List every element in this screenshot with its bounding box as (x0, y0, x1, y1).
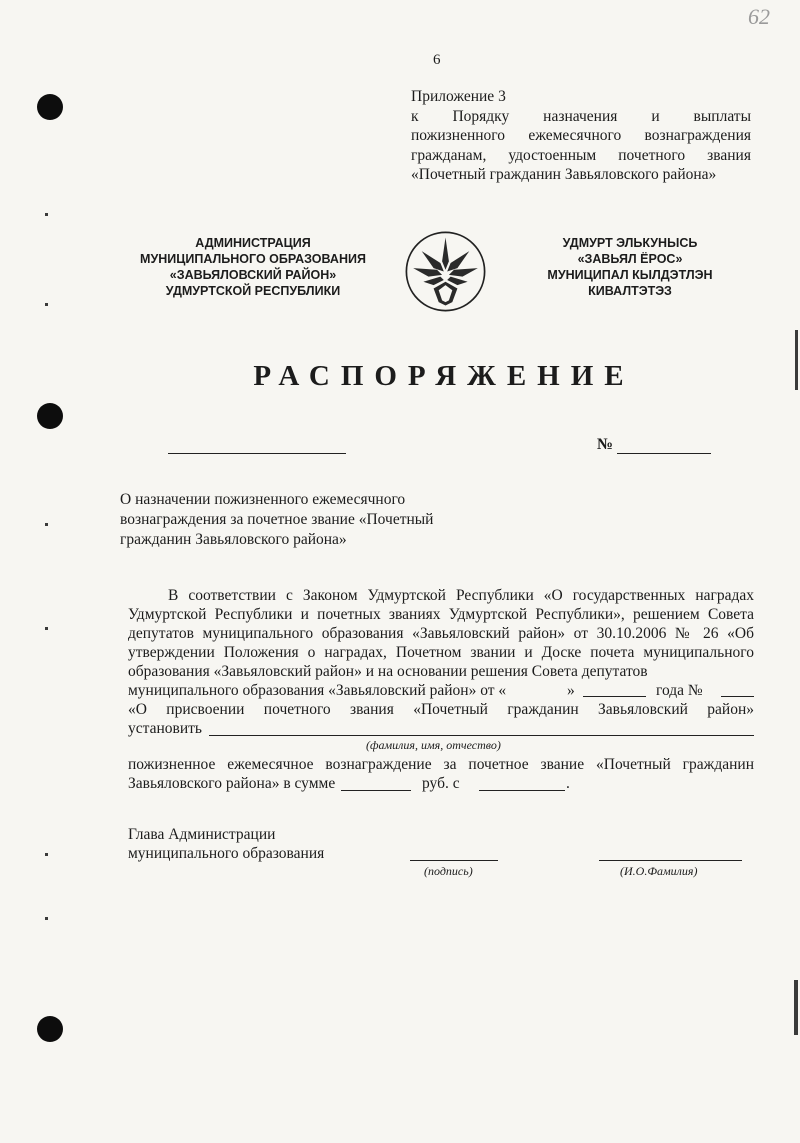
number-sign: № (597, 436, 614, 453)
ustanovit-label: установить (128, 720, 202, 737)
caption-fio: (фамилия, имя, отчество) (366, 738, 501, 752)
body-text: В соответствии с Законом Удмуртской Республики «О государственных наградах Удмуртской Республики и почетных званиях Удмуртской Республики», решением Совета депутатов муниципального образования «Завьяловский район» от 30.10.2006 № 26 «Об утверждении Положения о наградах, Почетном звании и Доске почета муниципального образования «Завьяловский район» и на основании решения Совета депутатов (128, 587, 754, 680)
binder-hole (37, 1016, 63, 1042)
subject-line: О назначении пожизненного ежемесячного (120, 491, 406, 508)
scan-dot (45, 213, 48, 216)
number-field-line (617, 453, 711, 454)
body-line-ot: муниципального образования «Завьяловский район» от « (128, 682, 507, 699)
subject-line: вознаграждения за почетное звание «Почетный (120, 511, 434, 528)
start-date-field-line (479, 790, 565, 791)
body-line-pozhiznennoe: пожизненное ежемесячное вознаграждение за почетное звание «Почетный гражданин (128, 756, 754, 773)
body-paragraph (128, 586, 754, 681)
appendix-line: пожизненного ежемесячного вознаграждения (411, 127, 751, 144)
summa-label: Завьяловского района» в сумме (128, 775, 336, 792)
signature-line (410, 860, 498, 861)
org-line: УДМУРТСКОЙ РЕСПУБЛИКИ (165, 284, 341, 298)
binder-hole (37, 94, 63, 120)
scan-dot (45, 627, 48, 630)
decision-number-line (721, 696, 754, 697)
name-line (599, 860, 742, 861)
org-line: КИВАЛТЭТЭЗ (588, 284, 672, 298)
org-line: «ЗАВЬЯЛ ЁРОС» (577, 252, 683, 266)
appendix-line: «Почетный гражданин Завьяловского района» (411, 166, 717, 183)
scan-dot (45, 853, 48, 856)
appendix-block (411, 87, 751, 185)
scan-dot (45, 303, 48, 306)
appendix-line: гражданам, удостоенным почетного звания (411, 146, 751, 164)
rub-label: руб. с (422, 775, 460, 792)
amount-field-line (341, 790, 411, 791)
org-line: МУНИЦИПАЛЬНОГО ОБРАЗОВАНИЯ (140, 252, 366, 266)
scan-dot (45, 523, 48, 526)
scan-edge-mark (794, 980, 798, 1035)
body-line-prisvoenie: «О присвоении почетного звания «Почетный гражданин Завьяловский район» (128, 701, 754, 718)
month-field-line (583, 696, 646, 697)
quote-close: » (567, 682, 575, 699)
signatory-title: Глава Администрации (128, 826, 276, 843)
end-dot: . (566, 775, 570, 792)
scan-dot (45, 917, 48, 920)
document-title: РАСПОРЯЖЕНИЕ (253, 360, 635, 392)
page-number: 6 (433, 52, 441, 68)
org-line: УДМУРТ ЭЛЬКУНЫСЬ (562, 236, 698, 250)
appendix-title: Приложение 3 (411, 88, 506, 105)
org-name-russian (108, 235, 398, 299)
org-name-udmurt (530, 235, 730, 299)
recipient-name-line (209, 735, 754, 736)
caption-name: (И.О.Фамилия) (620, 864, 698, 878)
date-field-line (168, 453, 346, 454)
appendix-line: к Порядку назначения и выплаты (411, 107, 751, 125)
goda-label: года № (656, 682, 703, 699)
subject-line: гражданин Завьяловского района» (120, 531, 347, 548)
org-line: АДМИНИСТРАЦИЯ (195, 236, 311, 250)
signatory-title: муниципального образования (128, 845, 325, 862)
org-line: МУНИЦИПАЛ КЫЛДЭТЛЭН (547, 268, 713, 282)
document-subject (120, 490, 480, 550)
binder-hole (37, 403, 63, 429)
caption-signature: (подпись) (424, 864, 473, 878)
archive-page-number: 62 (748, 4, 770, 29)
org-line: «ЗАВЬЯЛОВСКИЙ РАЙОН» (169, 268, 337, 282)
district-emblem-icon (403, 229, 488, 314)
